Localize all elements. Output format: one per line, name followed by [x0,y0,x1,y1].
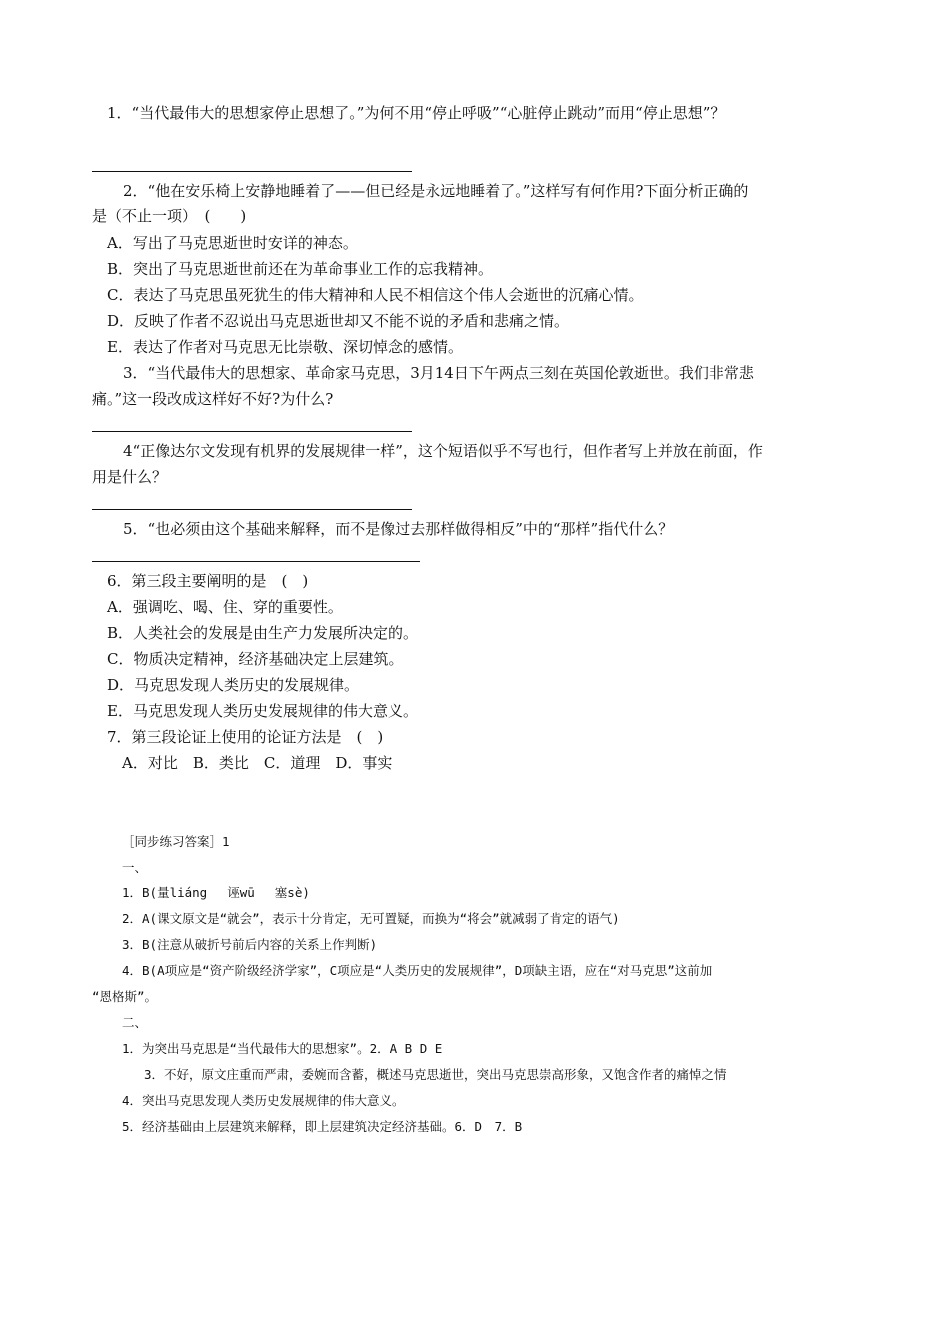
question-2-line-1: 2．“他在安乐椅上安静地睡着了——但已经是永远地睡着了。”这样写有何作用?下面分析正确的 [123,182,749,200]
answer-1-3: 3．B(注意从破折号前后内容的关系上作判断) [122,937,378,952]
answer-2-4: 4．突出马克思发现人类历史发展规律的伟大意义。 [122,1093,405,1108]
question-3-line-1: 3．“当代最伟大的思想家、革命家马克思，3月14日下午两点三刻在英国伦敦逝世。我们非常悲 [123,364,754,382]
question-6-option-b: B．人类社会的发展是由生产力发展所决定的。 [107,624,419,642]
question-2-option-c: C．表达了马克思虽死犹生的伟大精神和人民不相信这个伟人会逝世的沉痛心情。 [107,286,644,304]
answer-2-1: 1．为突出马克思是“当代最伟大的思想家”。2．A B D E [122,1041,443,1056]
question-3-line-2: 痛。”这一段改成这样好不好?为什么? [92,390,334,408]
question-1: 1．“当代最伟大的思想家停止思想了。”为何不用“停止呼吸”“心脏停止跳动”而用“停止思想”？ [107,104,726,122]
answer-2-5: 5．经济基础由上层建筑来解释，即上层建筑决定经济基础。6．D 7．B [122,1119,523,1134]
answer-line-5 [92,561,420,562]
answer-1-4: 4．B(A项应是“资产阶级经济学家”，C项应是“人类历史的发展规律”，D项缺主语，应在“对马克思”这前加 [122,963,713,978]
question-2-option-a: A．写出了马克思逝世时安详的神态。 [107,234,358,252]
question-2-option-d: D．反映了作者不忍说出马克思逝世却又不能不说的矛盾和悲痛之情。 [107,312,570,330]
question-2-line-2: 是（不止一项） ( ) [92,207,247,225]
answers-part-2-label: 二、 [122,1015,148,1030]
answers-heading: ［同步练习答案］1 [122,834,230,849]
answers-part-1-label: 一、 [122,860,148,875]
answer-2-3: 3．不好，原文庄重而严肃，委婉而含蓄，概述马克思逝世，突出马克思崇高形象，又饱含作者的痛悼之情 [144,1067,727,1082]
question-6-option-c: C．物质决定精神，经济基础决定上层建筑。 [107,650,404,668]
answer-line-1 [92,171,412,172]
question-4-line-1: 4“正像达尔文发现有机界的发展规律一样”，这个短语似乎不写也行，但作者写上并放在前面，作 [123,442,763,460]
answer-line-4 [92,509,412,510]
question-6: 6．第三段主要阐明的是 ( ) [107,572,309,590]
question-4-line-2: 用是什么？ [92,468,168,486]
question-7: 7．第三段论证上使用的论证方法是 ( ) [107,728,384,746]
question-2-option-b: B．突出了马克思逝世前还在为革命事业工作的忘我精神。 [107,260,494,278]
answer-1-1: 1．B(量liáng 诬wū 塞sè) [122,885,310,900]
question-2-option-e: E．表达了作者对马克思无比崇敬、深切悼念的感情。 [107,338,463,356]
answer-1-2: 2．A(课文原文是“就会”，表示十分肯定，无可置疑，而换为“将会”就减弱了肯定的语气) [122,911,620,926]
question-6-option-e: E．马克思发现人类历史发展规律的伟大意义。 [107,702,418,720]
question-7-options: A．对比 B．类比 C．道理 D．事实 [122,754,393,772]
question-6-option-d: D．马克思发现人类历史的发展规律。 [107,676,360,694]
question-6-option-a: A．强调吃、喝、住、穿的重要性。 [107,598,343,616]
question-5: 5．“也必须由这个基础来解释，而不是像过去那样做得相反”中的“那样”指代什么？ [123,520,674,538]
answer-line-3 [92,431,412,432]
answer-1-4-continued: “恩格斯”。 [92,989,158,1004]
